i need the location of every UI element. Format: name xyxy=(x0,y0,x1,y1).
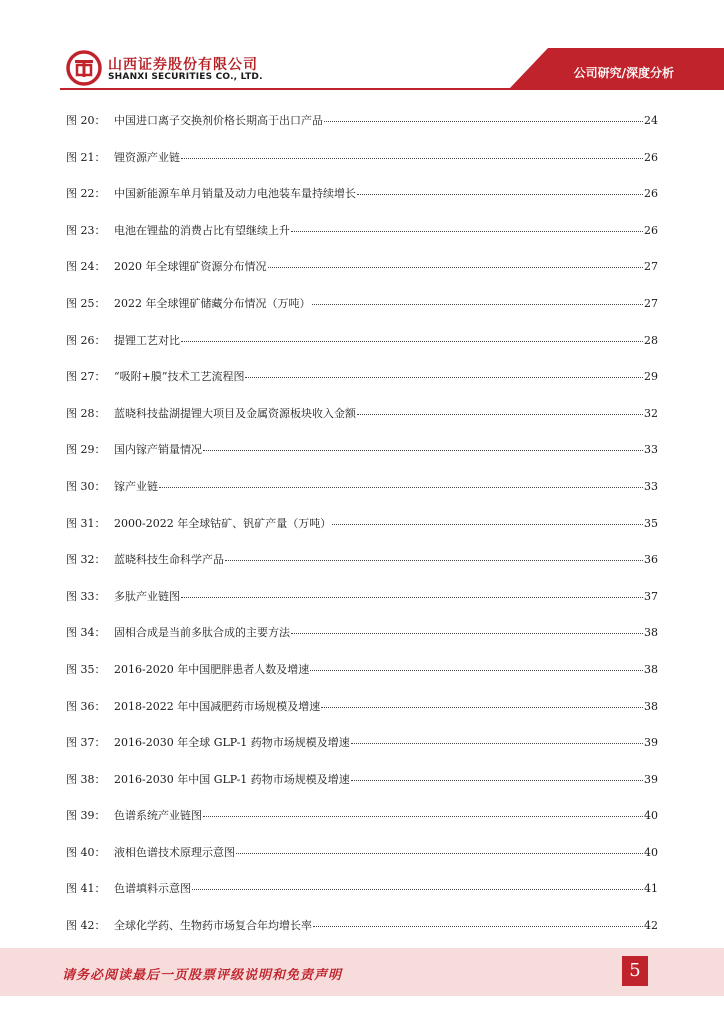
toc-page-number: 39 xyxy=(644,736,658,750)
toc-leader-dots xyxy=(324,121,643,122)
toc-entry[interactable] xyxy=(66,807,658,844)
toc-figure-label: 图 35： xyxy=(66,662,106,676)
toc-entry[interactable] xyxy=(66,112,658,149)
toc-figure-label: 图 29： xyxy=(66,443,106,457)
toc-figure-label: 图 23： xyxy=(66,223,106,237)
toc-leader-dots xyxy=(203,816,643,817)
toc-figure-label: 图 38： xyxy=(66,772,106,786)
toc-figure-title: 电池在锂盐的消费占比有望继续上升 xyxy=(114,223,290,237)
toc-entry[interactable] xyxy=(66,258,658,295)
toc-page-number: 38 xyxy=(644,662,658,676)
toc-figure-label: 图 39： xyxy=(66,809,106,823)
toc-page-number: 26 xyxy=(644,223,658,237)
toc-figure-title: 2016-2020 年中国肥胖患者人数及增速 xyxy=(114,662,310,676)
toc-leader-dots xyxy=(357,194,643,195)
toc-page-number: 39 xyxy=(644,772,658,786)
toc-entry[interactable] xyxy=(66,880,658,917)
toc-leader-dots xyxy=(310,670,643,671)
toc-figure-label: 图 32： xyxy=(66,553,106,567)
toc-page-number: 38 xyxy=(644,626,658,640)
toc-page-number: 37 xyxy=(644,589,658,603)
toc-entry[interactable] xyxy=(66,441,658,478)
toc-figure-label: 图 20： xyxy=(66,114,106,127)
toc-page-number: 26 xyxy=(644,187,658,201)
toc-figure-title: 国内镓产销量情况 xyxy=(114,443,202,457)
toc-entry[interactable] xyxy=(66,624,658,661)
toc-page-number: 24 xyxy=(644,114,658,127)
toc-figure-label: 图 24： xyxy=(66,260,106,274)
figure-list xyxy=(66,112,658,954)
toc-page-number: 40 xyxy=(644,845,658,859)
toc-page-number: 32 xyxy=(644,406,658,420)
toc-figure-title: 镓产业链 xyxy=(114,479,158,493)
toc-leader-dots xyxy=(332,524,643,525)
toc-leader-dots xyxy=(357,414,643,415)
toc-figure-label: 图 31： xyxy=(66,516,106,530)
toc-leader-dots xyxy=(291,633,643,634)
page-number: 5 xyxy=(622,956,648,986)
company-logo-icon xyxy=(66,50,102,86)
toc-figure-title: 2000-2022 年全球钴矿、钒矿产量（万吨） xyxy=(114,516,332,530)
toc-figure-label: 图 30： xyxy=(66,479,106,493)
toc-entry[interactable] xyxy=(66,185,658,222)
toc-leader-dots xyxy=(203,450,643,451)
toc-figure-title: 2022 年全球锂矿储藏分布情况（万吨） xyxy=(114,296,311,310)
toc-entry[interactable] xyxy=(66,295,658,332)
toc-entry[interactable] xyxy=(66,368,658,405)
toc-page-number: 35 xyxy=(644,516,658,530)
toc-figure-title: 色谱系统产业链图 xyxy=(114,809,202,823)
toc-entry[interactable] xyxy=(66,478,658,515)
toc-leader-dots xyxy=(291,231,643,232)
company-name-cn: 山西证券股份有限公司 xyxy=(108,57,258,73)
toc-entry[interactable] xyxy=(66,551,658,588)
toc-figure-title: 全球化学药、生物药市场复合年均增长率 xyxy=(114,919,312,933)
toc-leader-dots xyxy=(351,780,643,781)
toc-leader-dots xyxy=(351,743,643,744)
toc-page-number: 38 xyxy=(644,699,658,713)
section-label: 公司研究/深度分析 xyxy=(573,66,674,80)
toc-figure-title: 2018-2022 年中国减肥药市场规模及增速 xyxy=(114,699,321,713)
toc-figure-label: 图 33： xyxy=(66,589,106,603)
toc-figure-label: 图 27： xyxy=(66,370,106,384)
toc-page-number: 33 xyxy=(644,443,658,457)
toc-figure-label: 图 34： xyxy=(66,626,106,640)
toc-leader-dots xyxy=(225,560,643,561)
toc-page-number: 27 xyxy=(644,260,658,274)
toc-figure-label: 图 36： xyxy=(66,699,106,713)
toc-entry[interactable] xyxy=(66,332,658,369)
toc-figure-title: 中国新能源车单月销量及动力电池装车量持续增长 xyxy=(114,187,356,201)
company-name-en: SHANXI SECURITIES CO., LTD. xyxy=(108,72,263,82)
toc-page-number: 36 xyxy=(644,553,658,567)
toc-figure-title: 液相色谱技术原理示意图 xyxy=(114,845,235,859)
toc-page-number: 27 xyxy=(644,296,658,310)
toc-page-number: 40 xyxy=(644,809,658,823)
toc-figure-label: 图 37： xyxy=(66,736,106,750)
toc-entry[interactable] xyxy=(66,698,658,735)
toc-leader-dots xyxy=(192,889,643,890)
toc-figure-title: 2016-2030 年中国 GLP-1 药物市场规模及增速 xyxy=(114,772,350,786)
toc-page-number: 29 xyxy=(644,370,658,384)
toc-figure-label: 图 41： xyxy=(66,882,106,896)
toc-figure-title: 2016-2030 年全球 GLP-1 药物市场规模及增速 xyxy=(114,736,350,750)
toc-leader-dots xyxy=(245,377,643,378)
toc-leader-dots xyxy=(181,597,643,598)
toc-figure-title: 蓝晓科技生命科学产品 xyxy=(114,553,224,567)
toc-leader-dots xyxy=(312,304,644,305)
toc-figure-label: 图 21： xyxy=(66,150,106,164)
toc-figure-label: 图 40： xyxy=(66,845,106,859)
toc-entry[interactable] xyxy=(66,844,658,881)
toc-figure-title: 提锂工艺对比 xyxy=(114,333,180,347)
toc-entry[interactable] xyxy=(66,734,658,771)
toc-page-number: 42 xyxy=(644,919,658,933)
toc-figure-title: 2020 年全球锂矿资源分布情况 xyxy=(114,260,267,274)
toc-leader-dots xyxy=(236,853,643,854)
toc-figure-title: 蓝晓科技盐湖提锂大项目及金属资源板块收入金额 xyxy=(114,406,356,420)
toc-figure-label: 图 25： xyxy=(66,296,106,310)
toc-leader-dots xyxy=(181,341,643,342)
toc-entry[interactable] xyxy=(66,149,658,186)
toc-leader-dots xyxy=(321,707,643,708)
toc-entry[interactable] xyxy=(66,588,658,625)
toc-figure-label: 图 28： xyxy=(66,406,106,420)
page-header xyxy=(0,0,724,96)
toc-figure-title: 色谱填料示意图 xyxy=(114,882,191,896)
page-footer xyxy=(0,948,724,996)
toc-figure-label: 图 26： xyxy=(66,333,106,347)
toc-figure-title: 多肽产业链图 xyxy=(114,589,180,603)
toc-figure-label: 图 22： xyxy=(66,187,106,201)
toc-page-number: 41 xyxy=(644,882,658,896)
disclaimer-text: 请务必阅读最后一页股票评级说明和免责声明 xyxy=(62,968,343,983)
toc-entry[interactable] xyxy=(66,771,658,808)
toc-leader-dots xyxy=(181,158,643,159)
toc-leader-dots xyxy=(159,487,643,488)
toc-figure-label: 图 42： xyxy=(66,919,106,933)
toc-entry[interactable] xyxy=(66,515,658,552)
toc-leader-dots xyxy=(268,267,644,268)
toc-figure-title: 固相合成是当前多肽合成的主要方法 xyxy=(114,626,290,640)
toc-page-number: 33 xyxy=(644,479,658,493)
toc-entry[interactable] xyxy=(66,661,658,698)
toc-entry[interactable] xyxy=(66,405,658,442)
toc-leader-dots xyxy=(313,926,643,927)
toc-entry[interactable] xyxy=(66,222,658,259)
toc-page-number: 28 xyxy=(644,333,658,347)
toc-page-number: 26 xyxy=(644,150,658,164)
toc-figure-title: “吸附+膜”技术工艺流程图 xyxy=(114,370,245,384)
toc-figure-title: 中国进口离子交换剂价格长期高于出口产品 xyxy=(114,114,323,127)
toc-figure-title: 锂资源产业链 xyxy=(114,150,180,164)
